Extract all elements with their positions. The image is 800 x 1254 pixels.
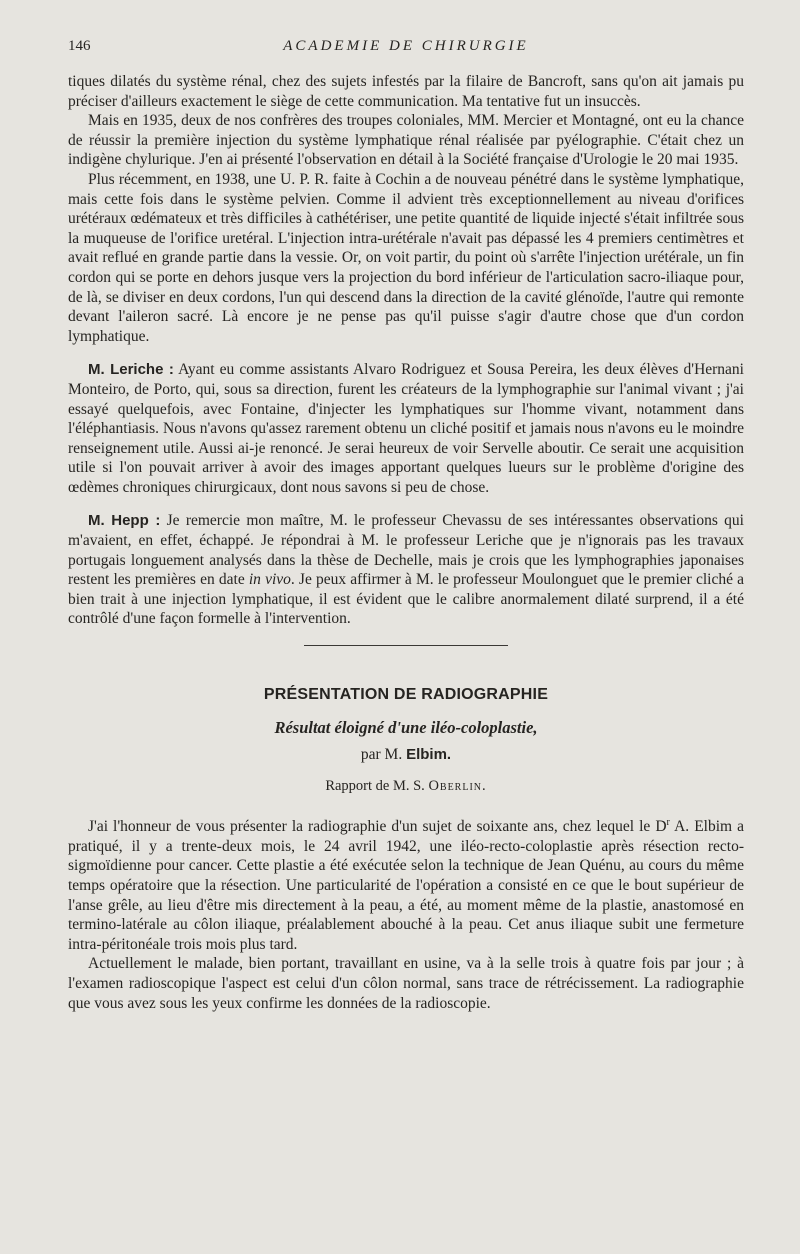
superscript: r [666,817,670,829]
remark-italic: in vivo [248,571,291,589]
remark-text: . Je peux affirmer à M. le professeur Moulonguet que le premier cliché a bien trait à une injection lymphatique, il est évident que le calibre anormalement dilaté surprend, il a été contrôlé d'une façon formelle à l'intervention. [68,571,744,628]
section-title: PRÉSENTATION DE RADIOGRAPHIE [263,686,549,704]
report-text: A. Elbim a pratiqué, il y a trente-deux mois, le 24 avril 1942, une iléo-recto-coloplastie après résection recto-sigmoïdienne pour cancer. Cette plastie a été exécutée selon la technique de Jean Quénu, au cours du même temps opératoire que la résection. Une particularité de l'opération a consisté en ce que le bout supérieur de l'anse grêle, au lieu d'être mis directement à la peau, a été, au moment même de la plastie, anastomosé en termino-latérale au côlon iliaque, préalablement abouché à la peau. Cet anus iliaque subit une fermeture intra-péritonéale trois mois plus tard. [68,818,744,953]
paragraph: Plus récemment, en 1938, une U. P. R. faite à Cochin a de nouveau pénétré dans le système lymphatique, mais cette fois dans le système pelvien. Comme il advient très exceptionnellement au niveau d'orifices urétéraux œdémateux et très difficiles à cathétériser, une petite quantité de liquide injecté s'était infiltrée sous la muqueuse de l'orifice uretéral. L'injection intra-urétérale n'avait pas dépassé les 4 premiers centimètres et avait reflué en grande partie dans la vessie. Or, on voit partir, du point où s'arrête l'injection urétérale, un fin cordon qui se porte en dehors jusque vers la projection du bord inférieur de l'articulation sacro-iliaque pour, de là, se diviser en deux cordons, l'un qui descend dans la direction de la cavité glénoïde, l'autre qui remonte devant l'aileron sacré. Là encore je ne pense pas qu'il puisse s'agir d'autre chose que d'un cordon lymphatique. [68,170,744,345]
paragraph: Mais en 1935, deux de nos confrères des troupes coloniales, MM. Mercier et Montagné, ont eu la chance de réussir la première injection du système lymphatique rénal réalisée par pyélographie. C'était chez un indigène chylurique. J'en ai présenté l'observation en détail à la Société française d'Urologie le 20 mai 1935. [68,112,744,169]
discussion-section [68,72,744,629]
running-head: ACADEMIE DE CHIRURGIE [283,38,529,54]
rapport-line [68,778,744,795]
rapport-prefix: Rapport de M. S. [325,778,429,795]
paragraph: Actuellement le malade, bien portant, travaillant en usine, va à la selle trois à quatre fois par jour ; à l'examen radioscopique l'aspect est celui d'un côlon normal, sans trace de rétrécissement. La radiographie que vous avez sous les yeux confirme les données de la radioscopie. [68,955,744,1012]
rapporteur-name: Oberlin. [428,778,487,795]
leriche-remark [68,360,744,497]
author-line [68,746,744,764]
section-divider [304,645,508,646]
report-body [68,813,744,1013]
speaker-name: M. Leriche : [88,361,174,379]
paragraph: tiques dilatés du système rénal, chez des sujets infestés par la filaire de Bancroft, sans qu'on ait jamais pu préciser d'ailleurs exactement le siège de cette communication. Ma tentative fut un insuccès. [68,73,744,110]
article-subtitle: Résultat éloigné d'une iléo-coloplastie, [274,718,538,738]
remark-text: Je remercie mon maître, M. le professeur Chevassu de ses intéressantes observations qui m'avaient, en effet, échappé. Je répondrai à M. le professeur Leriche que je n'ignorais pas les travaux portugais longuement analysés dans la thèse de Dechelle, mais je crois que les lymphographies japonaises restent les premières en date [68,512,744,589]
remark-text: Ayant eu comme assistants Alvaro Rodriguez et Sousa Pereira, les deux élèves d'Hernani Monteiro, de Porto, qui, sous sa direction, furent les créateurs de la lymphographie sur l'animal vivant ; j'ai essayé quelquefois, avec Fontaine, d'injecter les lymphatiques sur l'homme vivant, notamment dans l'éléphantiasis. Nous n'avons qu'assez rarement obtenu un cliché positif et jamais nous n'avons eu le moindre renseignement utile. Aussi ai-je renoncé. Je serai heureux de voir Servelle aboutir. Ce serait une acquisition utile si l'on pouvait arriver à avoir des images apportant quelques lueurs sur le problème d'origine des œdèmes chroniques chirurgicaux, dont nous savons si peu de chose. [68,361,744,496]
speaker-name: M. Hepp : [88,512,161,530]
hepp-remark [68,511,744,629]
page-number: 146 [68,38,91,54]
author-name: Elbim. [406,746,452,764]
page [68,38,744,1013]
by-prefix: par M. [360,746,407,764]
report-text: J'ai l'honneur de vous présenter la radiographie d'un sujet de soixante ans, chez lequel le D [88,818,667,836]
page-header [68,38,744,62]
paragraph [68,813,744,954]
